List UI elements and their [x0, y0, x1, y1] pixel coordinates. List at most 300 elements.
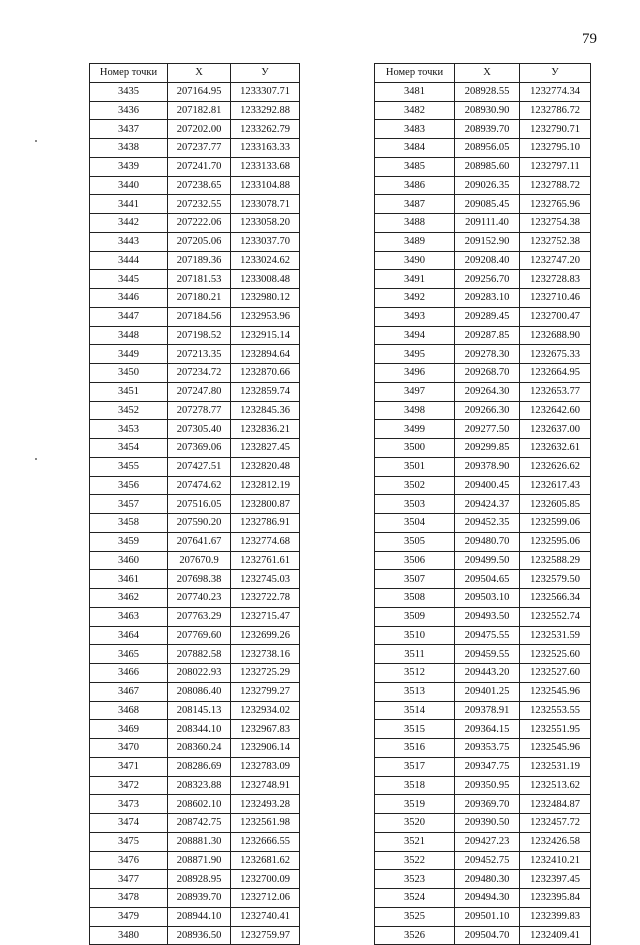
cell-point-number: 3519: [375, 795, 455, 814]
cell-x: 209480.70: [455, 532, 520, 551]
cell-y: 1232788.72: [520, 176, 591, 195]
cell-y: 1232795.10: [520, 139, 591, 158]
cell-y: 1232699.26: [231, 626, 300, 645]
cell-y: 1233163.33: [231, 139, 300, 158]
cell-point-number: 3490: [375, 251, 455, 270]
cell-y: 1232747.20: [520, 251, 591, 270]
cell-y: 1232632.61: [520, 439, 591, 458]
cell-x: 208022.93: [168, 664, 231, 683]
cell-point-number: 3448: [90, 326, 168, 345]
table-row: [90, 82, 300, 101]
cell-point-number: 3525: [375, 907, 455, 926]
cell-point-number: 3445: [90, 270, 168, 289]
cell-point-number: 3500: [375, 439, 455, 458]
cell-y: 1232820.48: [231, 457, 300, 476]
cell-point-number: 3443: [90, 232, 168, 251]
cell-point-number: 3460: [90, 551, 168, 570]
table-row: [90, 401, 300, 420]
cell-point-number: 3473: [90, 795, 168, 814]
cell-y: 1232725.29: [231, 664, 300, 683]
cell-point-number: 3442: [90, 214, 168, 233]
cell-point-number: 3503: [375, 495, 455, 514]
cell-x: 209350.95: [455, 776, 520, 795]
cell-y: 1232700.09: [231, 870, 300, 889]
cell-y: 1232513.62: [520, 776, 591, 795]
cell-x: 208928.55: [455, 82, 520, 101]
table-row: [375, 120, 591, 139]
table-row: [375, 326, 591, 345]
table-row: [90, 364, 300, 383]
table-row: [90, 889, 300, 908]
cell-y: 1232531.59: [520, 626, 591, 645]
cell-x: 209111.40: [455, 214, 520, 233]
cell-y: 1232845.36: [231, 401, 300, 420]
cell-point-number: 3447: [90, 307, 168, 326]
cell-point-number: 3478: [90, 889, 168, 908]
table-row: [90, 776, 300, 795]
cell-x: 209501.10: [455, 907, 520, 926]
cell-y: 1232599.06: [520, 514, 591, 533]
cell-point-number: 3462: [90, 589, 168, 608]
cell-x: 207222.06: [168, 214, 231, 233]
table-row: [375, 289, 591, 308]
cell-x: 209299.85: [455, 439, 520, 458]
cell-x: 207182.81: [168, 101, 231, 120]
cell-x: 209378.90: [455, 457, 520, 476]
cell-x: 208086.40: [168, 682, 231, 701]
cell-point-number: 3449: [90, 345, 168, 364]
cell-y: 1232700.47: [520, 307, 591, 326]
table-row: [90, 439, 300, 458]
cell-x: 209499.50: [455, 551, 520, 570]
cell-x: 209266.30: [455, 401, 520, 420]
cell-x: 209369.70: [455, 795, 520, 814]
cell-y: 1232552.74: [520, 607, 591, 626]
cell-y: 1233008.48: [231, 270, 300, 289]
cell-point-number: 3459: [90, 532, 168, 551]
cell-y: 1232426.58: [520, 832, 591, 851]
cell-x: 209277.50: [455, 420, 520, 439]
header-x: X: [168, 64, 231, 83]
cell-x: 209494.30: [455, 889, 520, 908]
cell-y: 1232653.77: [520, 382, 591, 401]
cell-y: 1232617.43: [520, 476, 591, 495]
cell-x: 207202.00: [168, 120, 231, 139]
cell-point-number: 3524: [375, 889, 455, 908]
header-point-number: Номер точки: [375, 64, 455, 83]
cell-point-number: 3515: [375, 720, 455, 739]
cell-y: 1232774.68: [231, 532, 300, 551]
table-row: [375, 382, 591, 401]
cell-point-number: 3451: [90, 382, 168, 401]
cell-x: 207369.06: [168, 439, 231, 458]
cell-y: 1232765.96: [520, 195, 591, 214]
cell-x: 209256.70: [455, 270, 520, 289]
cell-point-number: 3486: [375, 176, 455, 195]
table-row: [90, 551, 300, 570]
cell-point-number: 3488: [375, 214, 455, 233]
cell-y: 1232399.83: [520, 907, 591, 926]
header-y: У: [520, 64, 591, 83]
cell-point-number: 3517: [375, 757, 455, 776]
cell-x: 209353.75: [455, 739, 520, 758]
table-row: [90, 326, 300, 345]
cell-y: 1232579.50: [520, 570, 591, 589]
cell-x: 208360.24: [168, 739, 231, 758]
cell-point-number: 3498: [375, 401, 455, 420]
table-row: [375, 439, 591, 458]
cell-point-number: 3461: [90, 570, 168, 589]
cell-x: 208344.10: [168, 720, 231, 739]
cell-y: 1232710.46: [520, 289, 591, 308]
cell-x: 209504.70: [455, 926, 520, 945]
cell-point-number: 3506: [375, 551, 455, 570]
cell-y: 1232800.87: [231, 495, 300, 514]
cell-y: 1232484.87: [520, 795, 591, 814]
cell-x: 207882.58: [168, 645, 231, 664]
cell-x: 209480.30: [455, 870, 520, 889]
cell-y: 1232934.02: [231, 701, 300, 720]
table-row: [375, 551, 591, 570]
cell-y: 1232728.83: [520, 270, 591, 289]
cell-y: 1232740.41: [231, 907, 300, 926]
table-row: [375, 645, 591, 664]
cell-y: 1232915.14: [231, 326, 300, 345]
table-row: [90, 420, 300, 439]
table-row: [90, 195, 300, 214]
cell-y: 1232397.45: [520, 870, 591, 889]
cell-y: 1232752.38: [520, 232, 591, 251]
cell-x: 207769.60: [168, 626, 231, 645]
table-row: [375, 401, 591, 420]
cell-y: 1232666.55: [231, 832, 300, 851]
cell-y: 1232553.55: [520, 701, 591, 720]
cell-x: 207305.40: [168, 420, 231, 439]
cell-point-number: 3457: [90, 495, 168, 514]
table-row: [90, 382, 300, 401]
cell-x: 207164.95: [168, 82, 231, 101]
table-row: [375, 570, 591, 589]
cell-x: 209452.75: [455, 851, 520, 870]
cell-point-number: 3477: [90, 870, 168, 889]
cell-y: 1232527.60: [520, 664, 591, 683]
cell-y: 1232786.91: [231, 514, 300, 533]
cell-x: 207184.56: [168, 307, 231, 326]
cell-point-number: 3502: [375, 476, 455, 495]
table-row: [375, 420, 591, 439]
table-header-row: [90, 64, 300, 83]
table-row: [90, 739, 300, 758]
cell-x: 209347.75: [455, 757, 520, 776]
cell-x: 209208.40: [455, 251, 520, 270]
table-row: [375, 101, 591, 120]
cell-y: 1232797.11: [520, 157, 591, 176]
cell-y: 1232595.06: [520, 532, 591, 551]
table-row: [90, 851, 300, 870]
cell-point-number: 3467: [90, 682, 168, 701]
cell-y: 1232712.06: [231, 889, 300, 908]
cell-y: 1232715.47: [231, 607, 300, 626]
table-row: [375, 532, 591, 551]
cell-point-number: 3512: [375, 664, 455, 683]
cell-y: 1232774.34: [520, 82, 591, 101]
cell-point-number: 3516: [375, 739, 455, 758]
cell-x: 207427.51: [168, 457, 231, 476]
table-row: [375, 514, 591, 533]
table-row: [375, 701, 591, 720]
cell-y: 1232967.83: [231, 720, 300, 739]
cell-y: 1233024.62: [231, 251, 300, 270]
cell-point-number: 3499: [375, 420, 455, 439]
cell-point-number: 3468: [90, 701, 168, 720]
scan-artifact: [35, 458, 37, 460]
table-row: [90, 270, 300, 289]
cell-y: 1233078.71: [231, 195, 300, 214]
table-row: [90, 795, 300, 814]
page-number: 79: [582, 31, 597, 47]
cell-point-number: 3489: [375, 232, 455, 251]
cell-y: 1232681.62: [231, 851, 300, 870]
cell-point-number: 3493: [375, 307, 455, 326]
cell-x: 207740.23: [168, 589, 231, 608]
table-row: [375, 457, 591, 476]
cell-y: 1232859.74: [231, 382, 300, 401]
cell-x: 207180.21: [168, 289, 231, 308]
cell-point-number: 3518: [375, 776, 455, 795]
cell-x: 209268.70: [455, 364, 520, 383]
cell-y: 1232786.72: [520, 101, 591, 120]
cell-point-number: 3520: [375, 814, 455, 833]
cell-point-number: 3435: [90, 82, 168, 101]
table-row: [90, 832, 300, 851]
cell-point-number: 3521: [375, 832, 455, 851]
cell-x: 209424.37: [455, 495, 520, 514]
cell-point-number: 3475: [90, 832, 168, 851]
cell-x: 207241.70: [168, 157, 231, 176]
cell-point-number: 3479: [90, 907, 168, 926]
table-row: [375, 232, 591, 251]
cell-x: 208985.60: [455, 157, 520, 176]
cell-x: 208956.05: [455, 139, 520, 158]
table-row: [375, 307, 591, 326]
table-row: [90, 645, 300, 664]
cell-y: 1232722.78: [231, 589, 300, 608]
table-row: [90, 251, 300, 270]
table-row: [375, 926, 591, 945]
table-row: [90, 289, 300, 308]
cell-point-number: 3446: [90, 289, 168, 308]
table-row: [375, 626, 591, 645]
cell-y: 1232980.12: [231, 289, 300, 308]
table-row: [375, 739, 591, 758]
cell-y: 1232551.95: [520, 720, 591, 739]
table-row: [90, 345, 300, 364]
cell-point-number: 3453: [90, 420, 168, 439]
cell-point-number: 3454: [90, 439, 168, 458]
cell-y: 1232754.38: [520, 214, 591, 233]
table-row: [90, 101, 300, 120]
cell-x: 207278.77: [168, 401, 231, 420]
cell-point-number: 3472: [90, 776, 168, 795]
cell-x: 207181.53: [168, 270, 231, 289]
cell-point-number: 3439: [90, 157, 168, 176]
coordinates-table-right: [374, 63, 591, 945]
table-row: [375, 907, 591, 926]
table-row: [90, 626, 300, 645]
cell-y: 1232738.16: [231, 645, 300, 664]
cell-point-number: 3513: [375, 682, 455, 701]
cell-y: 1232531.19: [520, 757, 591, 776]
cell-y: 1232870.66: [231, 364, 300, 383]
table-row: [375, 832, 591, 851]
cell-x: 207516.05: [168, 495, 231, 514]
cell-x: 207205.06: [168, 232, 231, 251]
cell-x: 209401.25: [455, 682, 520, 701]
cell-point-number: 3469: [90, 720, 168, 739]
table-row: [375, 345, 591, 364]
coordinates-table-left: [89, 63, 300, 945]
table-row: [375, 814, 591, 833]
cell-y: 1232906.14: [231, 739, 300, 758]
cell-x: 209287.85: [455, 326, 520, 345]
cell-x: 209504.65: [455, 570, 520, 589]
cell-x: 207670.9: [168, 551, 231, 570]
cell-y: 1232545.96: [520, 739, 591, 758]
cell-y: 1232637.00: [520, 420, 591, 439]
cell-x: 209152.90: [455, 232, 520, 251]
table-row: [375, 214, 591, 233]
table-row: [375, 870, 591, 889]
cell-x: 208323.88: [168, 776, 231, 795]
cell-x: 209475.55: [455, 626, 520, 645]
cell-x: 207198.52: [168, 326, 231, 345]
table-row: [90, 495, 300, 514]
cell-y: 1232827.45: [231, 439, 300, 458]
cell-point-number: 3438: [90, 139, 168, 158]
cell-x: 208939.70: [168, 889, 231, 908]
cell-point-number: 3522: [375, 851, 455, 870]
cell-y: 1233037.70: [231, 232, 300, 251]
table-row: [375, 139, 591, 158]
cell-y: 1233058.20: [231, 214, 300, 233]
cell-y: 1232812.19: [231, 476, 300, 495]
cell-point-number: 3474: [90, 814, 168, 833]
table-row: [90, 120, 300, 139]
table-row: [375, 720, 591, 739]
table-row: [90, 570, 300, 589]
cell-point-number: 3476: [90, 851, 168, 870]
table-row: [375, 251, 591, 270]
table-row: [90, 476, 300, 495]
cell-point-number: 3505: [375, 532, 455, 551]
cell-y: 1233262.79: [231, 120, 300, 139]
scan-artifact: [35, 140, 37, 142]
table-row: [90, 757, 300, 776]
header-point-number: Номер точки: [90, 64, 168, 83]
cell-point-number: 3523: [375, 870, 455, 889]
cell-x: 209443.20: [455, 664, 520, 683]
cell-y: 1232783.09: [231, 757, 300, 776]
table-row: [90, 682, 300, 701]
cell-x: 207698.38: [168, 570, 231, 589]
cell-point-number: 3480: [90, 926, 168, 945]
table-row: [90, 870, 300, 889]
cell-x: 208871.90: [168, 851, 231, 870]
cell-x: 209400.45: [455, 476, 520, 495]
cell-point-number: 3504: [375, 514, 455, 533]
table-row: [375, 889, 591, 908]
cell-point-number: 3526: [375, 926, 455, 945]
cell-x: 209378.91: [455, 701, 520, 720]
table-row: [90, 532, 300, 551]
cell-point-number: 3452: [90, 401, 168, 420]
cell-y: 1232605.85: [520, 495, 591, 514]
cell-point-number: 3485: [375, 157, 455, 176]
table-row: [375, 176, 591, 195]
table-row: [375, 157, 591, 176]
cell-y: 1232894.64: [231, 345, 300, 364]
cell-point-number: 3482: [375, 101, 455, 120]
cell-x: 209026.35: [455, 176, 520, 195]
cell-point-number: 3494: [375, 326, 455, 345]
cell-x: 207189.36: [168, 251, 231, 270]
table-row: [375, 757, 591, 776]
table-row: [90, 157, 300, 176]
cell-y: 1232836.21: [231, 420, 300, 439]
cell-point-number: 3495: [375, 345, 455, 364]
cell-y: 1232493.28: [231, 795, 300, 814]
cell-y: 1232626.62: [520, 457, 591, 476]
table-row: [90, 701, 300, 720]
cell-point-number: 3510: [375, 626, 455, 645]
cell-x: 207641.67: [168, 532, 231, 551]
header-y: У: [231, 64, 300, 83]
table-row: [90, 232, 300, 251]
cell-y: 1232395.84: [520, 889, 591, 908]
cell-x: 209503.10: [455, 589, 520, 608]
cell-x: 208145.13: [168, 701, 231, 720]
cell-x: 209459.55: [455, 645, 520, 664]
table-row: [90, 214, 300, 233]
cell-x: 209493.50: [455, 607, 520, 626]
cell-y: 1233133.68: [231, 157, 300, 176]
cell-y: 1232799.27: [231, 682, 300, 701]
table-row: [90, 307, 300, 326]
cell-point-number: 3464: [90, 626, 168, 645]
cell-point-number: 3436: [90, 101, 168, 120]
table-row: [375, 664, 591, 683]
cell-x: 209390.50: [455, 814, 520, 833]
cell-x: 209289.45: [455, 307, 520, 326]
cell-y: 1232790.71: [520, 120, 591, 139]
cell-x: 208944.10: [168, 907, 231, 926]
cell-x: 207247.80: [168, 382, 231, 401]
cell-point-number: 3497: [375, 382, 455, 401]
cell-x: 209283.10: [455, 289, 520, 308]
cell-point-number: 3508: [375, 589, 455, 608]
cell-y: 1232953.96: [231, 307, 300, 326]
cell-x: 208936.50: [168, 926, 231, 945]
cell-x: 207474.62: [168, 476, 231, 495]
cell-y: 1232664.95: [520, 364, 591, 383]
table-row: [375, 795, 591, 814]
cell-y: 1232642.60: [520, 401, 591, 420]
cell-point-number: 3484: [375, 139, 455, 158]
cell-point-number: 3440: [90, 176, 168, 195]
cell-y: 1232525.60: [520, 645, 591, 664]
cell-y: 1232759.97: [231, 926, 300, 945]
table-row: [375, 682, 591, 701]
